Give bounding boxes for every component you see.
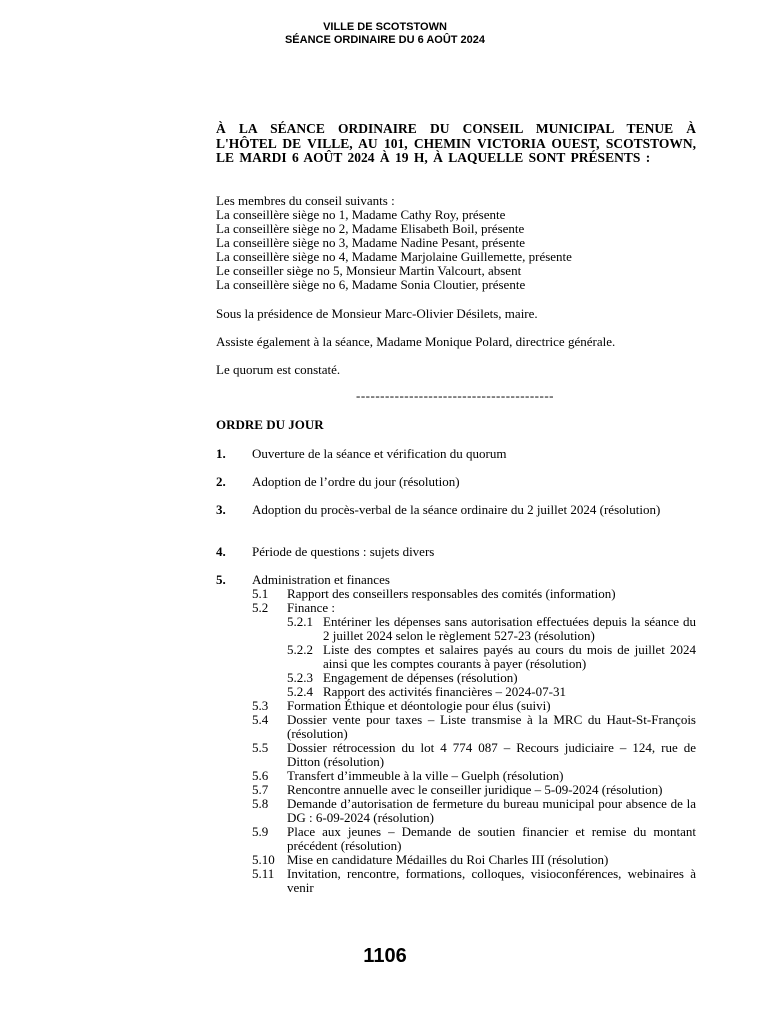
agenda-subitem — [252, 587, 696, 601]
subsubitem-number: 5.2.4 — [287, 684, 313, 699]
separator-line: ----------------------------------------- — [356, 388, 554, 403]
agenda-item-content — [252, 573, 696, 895]
page-header — [0, 21, 770, 47]
subitem-number: 5.11 — [252, 866, 275, 881]
agenda-item-number: 1. — [216, 446, 226, 461]
subsubitem-number: 5.2.2 — [287, 642, 313, 657]
subitem-number: 5.3 — [252, 698, 269, 713]
subitem-number: 5.4 — [252, 712, 269, 727]
subitem-text: Invitation, rencontre, formations, colloques, visioconférences, webinaires à venir — [287, 866, 696, 895]
agenda-subsubitem — [287, 685, 696, 699]
header-municipality: VILLE DE SCOTSTOWN — [323, 21, 447, 33]
agenda-subitem — [252, 783, 696, 797]
member-line: Le conseiller siège no 5, Monsieur Martin Valcourt, absent — [216, 263, 522, 278]
agenda-subsubitem — [287, 615, 696, 643]
member-line: La conseillère siège no 1, Madame Cathy Roy, présente — [216, 207, 506, 222]
subitem-text: Rapport des conseillers responsables des comités (information) — [287, 586, 616, 601]
subitem-text: Formation Éthique et déontologie pour élus (suivi) — [287, 698, 551, 713]
subitem-text: Mise en candidature Médailles du Roi Charles III (résolution) — [287, 852, 609, 867]
agenda-item-text: Période de questions : sujets divers — [252, 544, 435, 559]
subsubitem-text: Entériner les dépenses sans autorisation effectuées depuis la séance du 2 juillet 2024 selon le règlement 527-23 (résolution) — [323, 614, 696, 643]
subitem-number: 5.10 — [252, 852, 275, 867]
agenda-subsubitem — [287, 671, 696, 685]
header-session: SÉANCE ORDINAIRE DU 6 AOÛT 2024 — [284, 34, 486, 46]
member-line: La conseillère siège no 2, Madame Elisabeth Boil, présente — [216, 221, 525, 236]
presidence-line: Sous la présidence de Monsieur Marc-Olivier Désilets, maire. — [216, 306, 538, 321]
subsubitem-number: 5.2.3 — [287, 670, 313, 685]
agenda-item-number: 5. — [216, 572, 226, 587]
agenda-item-text: Ouverture de la séance et vérification du quorum — [252, 446, 507, 461]
subitem-text: Dossier vente pour taxes – Liste transmise à la MRC du Haut-St-François (résolution) — [287, 712, 696, 741]
subsubitem-number: 5.2.1 — [287, 614, 313, 629]
agenda-subitem — [252, 867, 696, 895]
subsubitem-text: Liste des comptes et salaires payés au cours du mois de juillet 2024 ainsi que les comptes courants à payer (résolution) — [323, 642, 696, 671]
subitem-number: 5.9 — [252, 824, 269, 839]
agenda-item-number: 4. — [216, 544, 226, 559]
agenda-subitem — [252, 713, 696, 741]
subsubitem-text: Engagement de dépenses (résolution) — [323, 670, 518, 685]
member-line: La conseillère siège no 3, Madame Nadine Pesant, présente — [216, 235, 525, 250]
agenda-item-number: 3. — [216, 502, 226, 517]
agenda-subitem — [252, 797, 696, 825]
intro-paragraph: À LA SÉANCE ORDINAIRE DU CONSEIL MUNICIPAL TENUE À L'HÔTEL DE VILLE, AU 101, CHEMIN VICTORIA OUEST, SCOTSTOWN, LE MARDI 6 AOÛT 2024 À 19 H, À LAQUELLE SONT PRÉSENTS : — [216, 121, 696, 165]
agenda-subitem — [252, 741, 696, 769]
agenda-subitem — [252, 699, 696, 713]
agenda-subitem — [252, 853, 696, 867]
member-line: La conseillère siège no 4, Madame Marjolaine Guillemette, présente — [216, 249, 572, 264]
members-list — [216, 194, 696, 292]
subitem-number: 5.8 — [252, 796, 269, 811]
member-line: La conseillère siège no 6, Madame Sonia Cloutier, présente — [216, 277, 526, 292]
subitem-text: Dossier rétrocession du lot 4 774 087 – Recours judiciaire – 124, rue de Ditton (résolution) — [287, 740, 696, 769]
agenda-subitem — [252, 825, 696, 853]
subitem-number: 5.7 — [252, 782, 269, 797]
members-intro: Les membres du conseil suivants : — [216, 193, 395, 208]
subitem-text: Finance : — [287, 600, 336, 615]
subitem-text: Place aux jeunes – Demande de soutien financier et remise du montant précédent (résolution) — [287, 824, 696, 853]
agenda-item-number: 2. — [216, 474, 226, 489]
agenda-item-text: Adoption du procès-verbal de la séance ordinaire du 2 juillet 2024 (résolution) — [252, 502, 661, 517]
subitem-number: 5.1 — [252, 586, 269, 601]
subsubitem-text: Rapport des activités financières – 2024-07-31 — [323, 684, 566, 699]
subitem-text: Transfert d’immeuble à la ville – Guelph (résolution) — [287, 768, 564, 783]
subitem-text: Demande d’autorisation de fermeture du bureau municipal pour absence de la DG : 6-09-2024 (résolution) — [287, 796, 696, 825]
agenda-subitem — [252, 601, 696, 615]
subitem-text: Rencontre annuelle avec le conseiller juridique – 5-09-2024 (résolution) — [287, 782, 663, 797]
page-number: 1106 — [363, 945, 407, 967]
subitem-number: 5.5 — [252, 740, 269, 755]
quorum-line: Le quorum est constaté. — [216, 362, 341, 377]
agenda-item-text: Administration et finances — [252, 572, 390, 587]
agenda-title: ORDRE DU JOUR — [216, 417, 324, 432]
subitem-number: 5.6 — [252, 768, 269, 783]
agenda-subsubitem — [287, 643, 696, 671]
agenda-item-text: Adoption de l’ordre du jour (résolution) — [252, 474, 460, 489]
assist-line: Assiste également à la séance, Madame Monique Polard, directrice générale. — [216, 334, 616, 349]
subitem-number: 5.2 — [252, 600, 269, 615]
agenda-subitem — [252, 769, 696, 783]
